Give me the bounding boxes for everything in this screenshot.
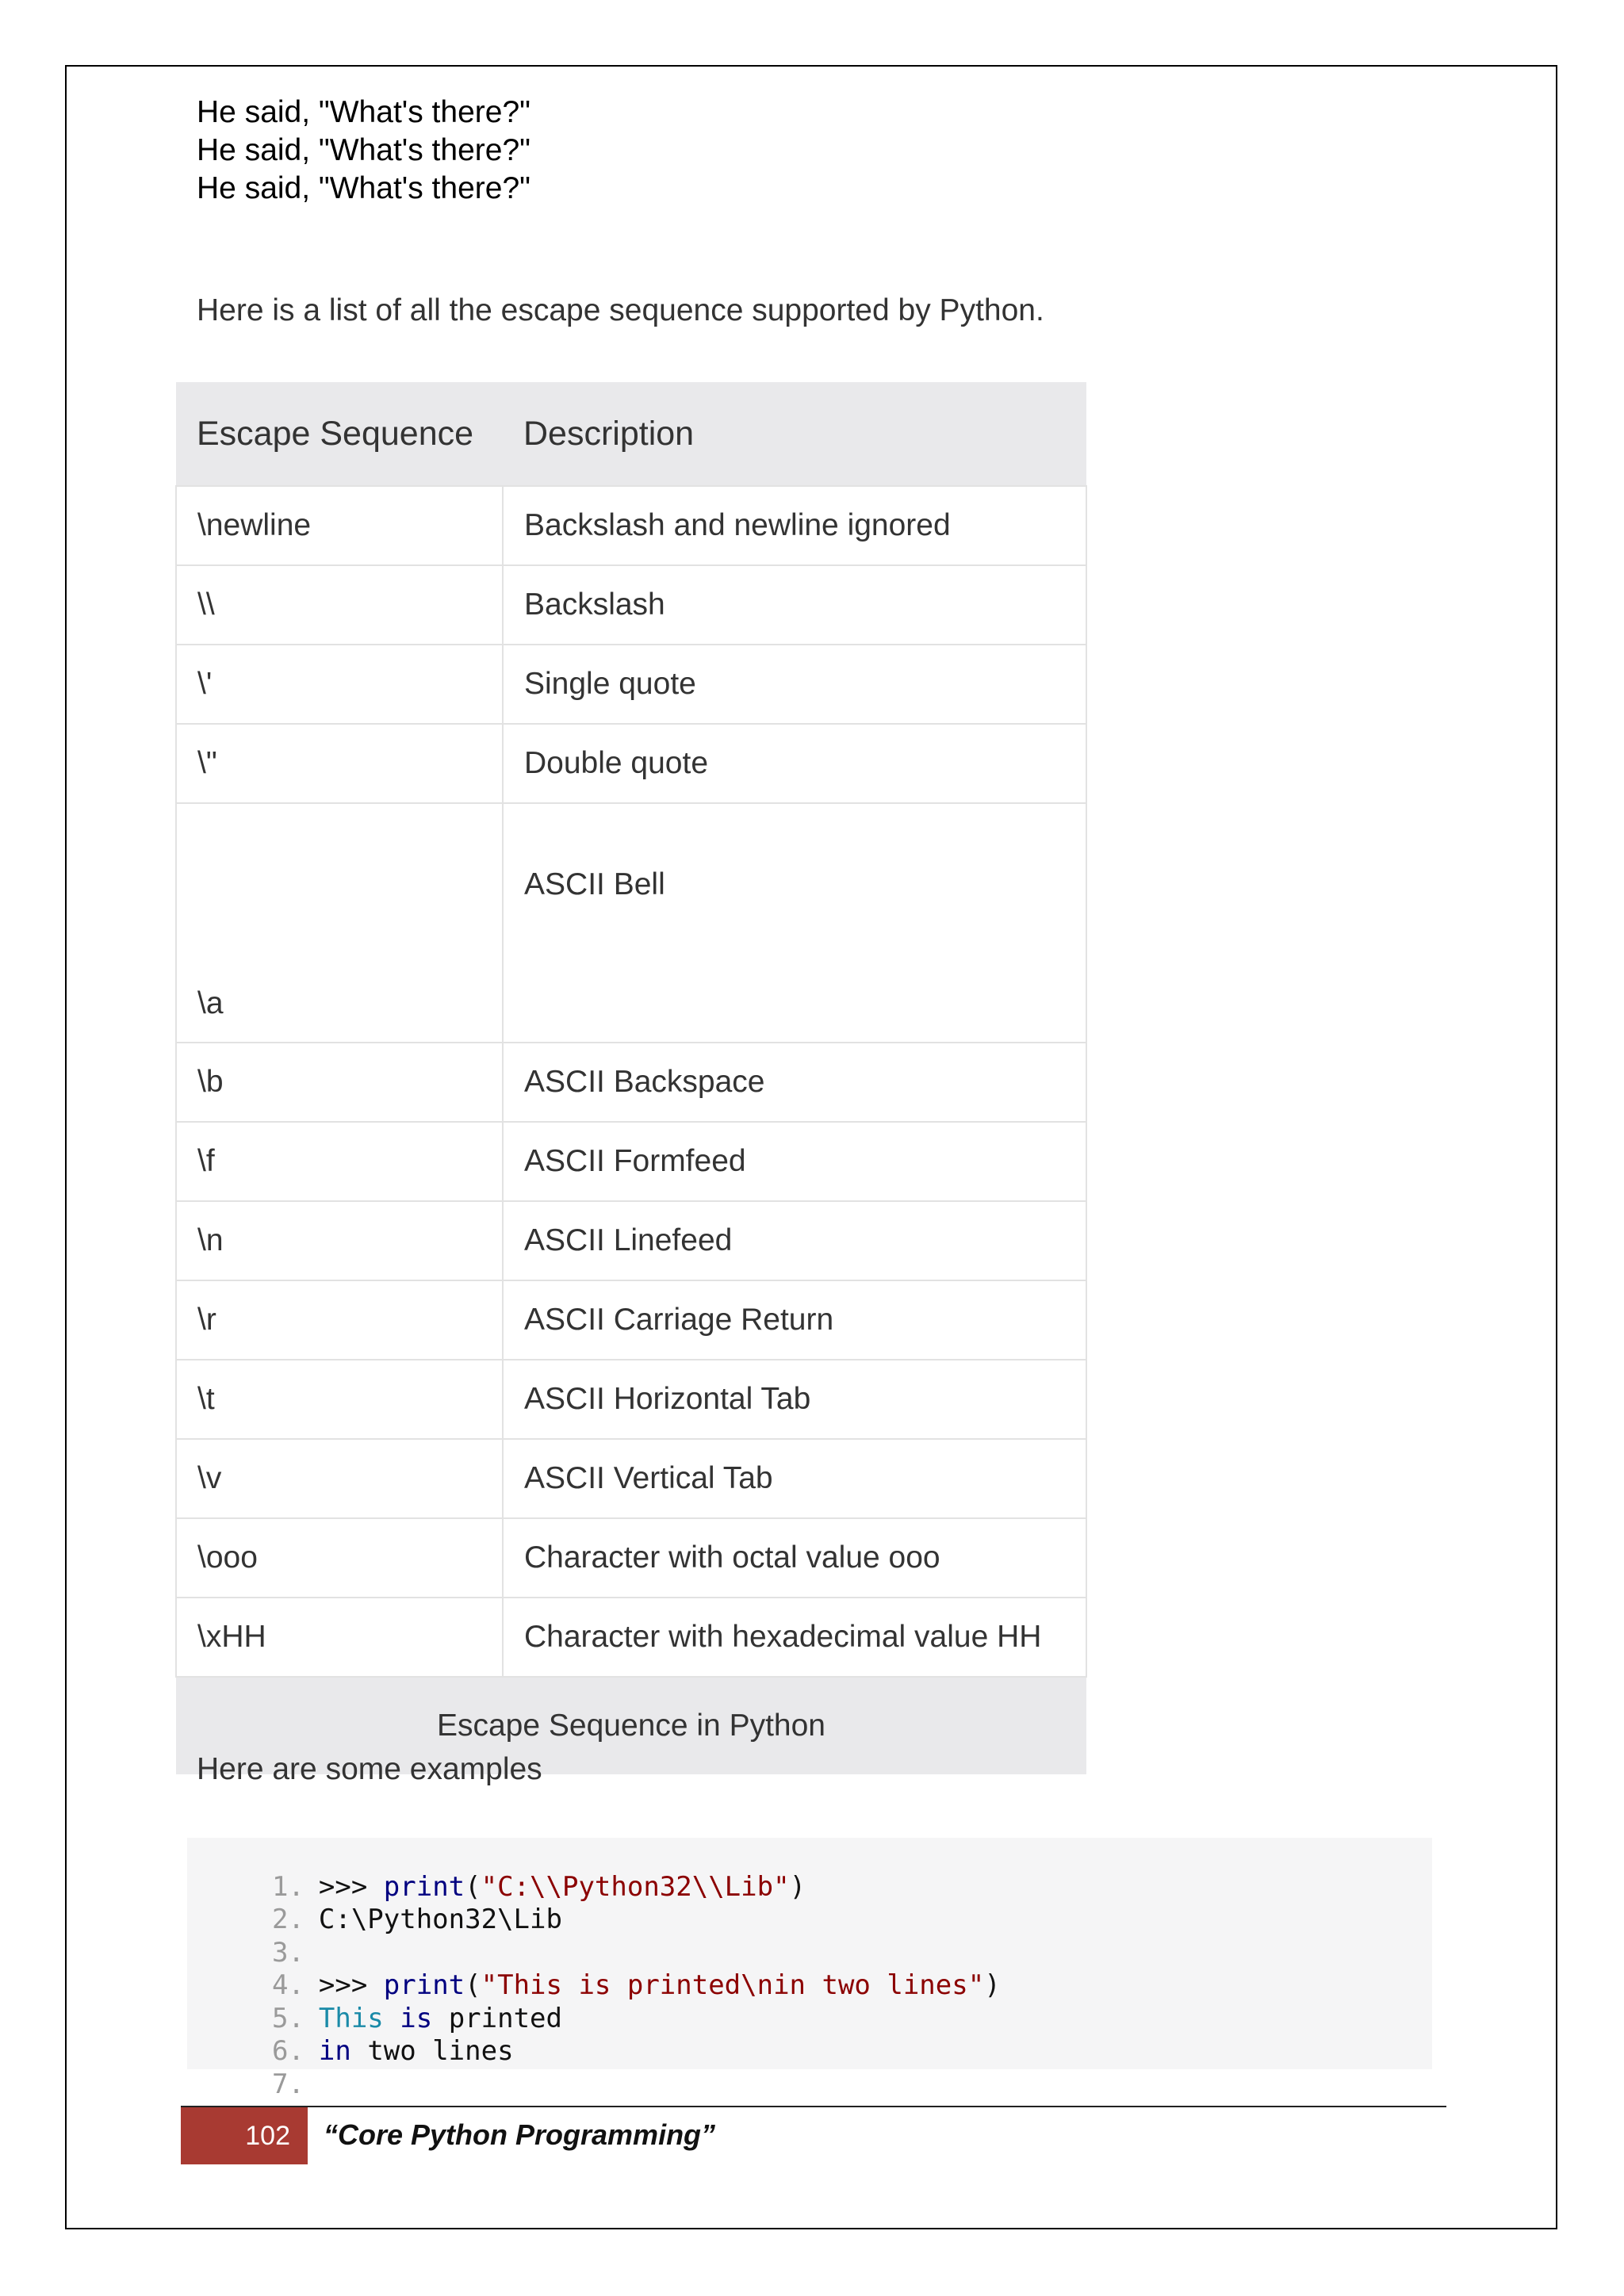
description-cell: ASCII Formfeed bbox=[503, 1122, 1086, 1201]
line-number: 7. bbox=[271, 2068, 304, 2100]
table-row bbox=[176, 1280, 1086, 1360]
table-row bbox=[176, 1201, 1086, 1280]
description-cell: ASCII Backspace bbox=[503, 1043, 1086, 1122]
table-caption: Escape Sequence in Python bbox=[176, 1677, 1086, 1774]
description-cell: Single quote bbox=[503, 645, 1086, 724]
code-line bbox=[187, 2003, 1432, 2067]
description-cell: Backslash and newline ignored bbox=[503, 486, 1086, 565]
code-line bbox=[187, 2035, 1432, 2100]
output-text: C:\Python32\Lib bbox=[318, 1904, 562, 1935]
sequence-cell: \a bbox=[176, 803, 503, 1043]
sequence-cell: \ooo bbox=[176, 1518, 503, 1598]
sequence-cell: \v bbox=[176, 1439, 503, 1518]
output-line: He said, "What's there?" bbox=[197, 171, 530, 205]
sequence-cell: \r bbox=[176, 1280, 503, 1360]
sequence-cell: \t bbox=[176, 1360, 503, 1439]
description-cell: ASCII Horizontal Tab bbox=[503, 1360, 1086, 1439]
description-cell: Double quote bbox=[503, 724, 1086, 803]
line-number: 3. bbox=[271, 1936, 304, 1969]
code-line bbox=[187, 1937, 1432, 2001]
line-number: 4. bbox=[271, 1969, 304, 2001]
code-block bbox=[187, 1838, 1432, 2100]
description-cell: Character with octal value ooo bbox=[503, 1518, 1086, 1598]
column-header: Description bbox=[503, 382, 1086, 486]
sequence-cell: \f bbox=[176, 1122, 503, 1201]
table-row bbox=[176, 803, 1086, 1043]
intro-paragraph: Here is a list of all the escape sequence supported by Python. bbox=[197, 293, 1044, 327]
paren: ) bbox=[789, 1870, 806, 1903]
code-line bbox=[187, 1838, 1432, 1903]
table-row bbox=[176, 565, 1086, 645]
description-cell: ASCII Bell bbox=[503, 803, 1086, 1043]
table-row bbox=[176, 645, 1086, 724]
sequence-cell: \' bbox=[176, 645, 503, 724]
keyword-token: is bbox=[400, 2002, 433, 2034]
code-line bbox=[187, 1871, 1432, 1935]
footer-divider bbox=[181, 2106, 1446, 2107]
description-cell: Character with hexadecimal value HH bbox=[503, 1598, 1086, 1677]
page-number: 102 bbox=[181, 2107, 308, 2164]
code-line bbox=[187, 1969, 1432, 2034]
table-row bbox=[176, 1360, 1086, 1439]
function-token: print bbox=[383, 1969, 465, 2001]
line-number: 5. bbox=[271, 2002, 304, 2034]
paren: ( bbox=[465, 1870, 481, 1903]
sequence-cell: \" bbox=[176, 724, 503, 803]
escape-sequence-table bbox=[175, 382, 1087, 1774]
line-number: 2. bbox=[271, 1904, 304, 1935]
description-cell: ASCII Carriage Return bbox=[503, 1280, 1086, 1360]
table-row bbox=[176, 1518, 1086, 1598]
sequence-cell: \newline bbox=[176, 486, 503, 565]
prompt: >>> bbox=[318, 1870, 384, 1903]
output-text: two lines bbox=[367, 2035, 514, 2067]
string-token: "C:\\Python32\\Lib" bbox=[481, 1870, 790, 1903]
prompt: >>> bbox=[318, 1969, 384, 2001]
line-number: 6. bbox=[271, 2035, 304, 2067]
description-cell: Backslash bbox=[503, 565, 1086, 645]
book-title: “Core Python Programming” bbox=[324, 2118, 716, 2151]
sequence-cell: \n bbox=[176, 1201, 503, 1280]
description-cell: ASCII Linefeed bbox=[503, 1201, 1086, 1280]
description-cell: ASCII Vertical Tab bbox=[503, 1439, 1086, 1518]
output-line: He said, "What's there?" bbox=[197, 133, 530, 167]
function-token: print bbox=[383, 1870, 465, 1903]
table-row bbox=[176, 1043, 1086, 1122]
paren: ) bbox=[984, 1969, 1001, 2001]
table-row bbox=[176, 1439, 1086, 1518]
table-row bbox=[176, 486, 1086, 565]
output-text: printed bbox=[448, 2002, 562, 2034]
paren: ( bbox=[465, 1969, 481, 2001]
line-number: 1. bbox=[271, 1870, 304, 1903]
output-lines bbox=[197, 94, 530, 208]
keyword-token: This bbox=[318, 2002, 384, 2034]
table-row bbox=[176, 724, 1086, 803]
keyword-token: in bbox=[318, 2035, 351, 2067]
table-row bbox=[176, 1122, 1086, 1201]
table-row bbox=[176, 1598, 1086, 1677]
column-header: Escape Sequence bbox=[176, 382, 503, 486]
output-line: He said, "What's there?" bbox=[197, 95, 530, 129]
sequence-cell: \b bbox=[176, 1043, 503, 1122]
table-header-row bbox=[176, 382, 1086, 486]
string-token: "This is printed\nin two lines" bbox=[481, 1969, 985, 2001]
code-line bbox=[187, 1904, 1432, 1969]
examples-heading: Here are some examples bbox=[197, 1752, 542, 1786]
sequence-cell: \\ bbox=[176, 565, 503, 645]
sequence-cell: \xHH bbox=[176, 1598, 503, 1677]
